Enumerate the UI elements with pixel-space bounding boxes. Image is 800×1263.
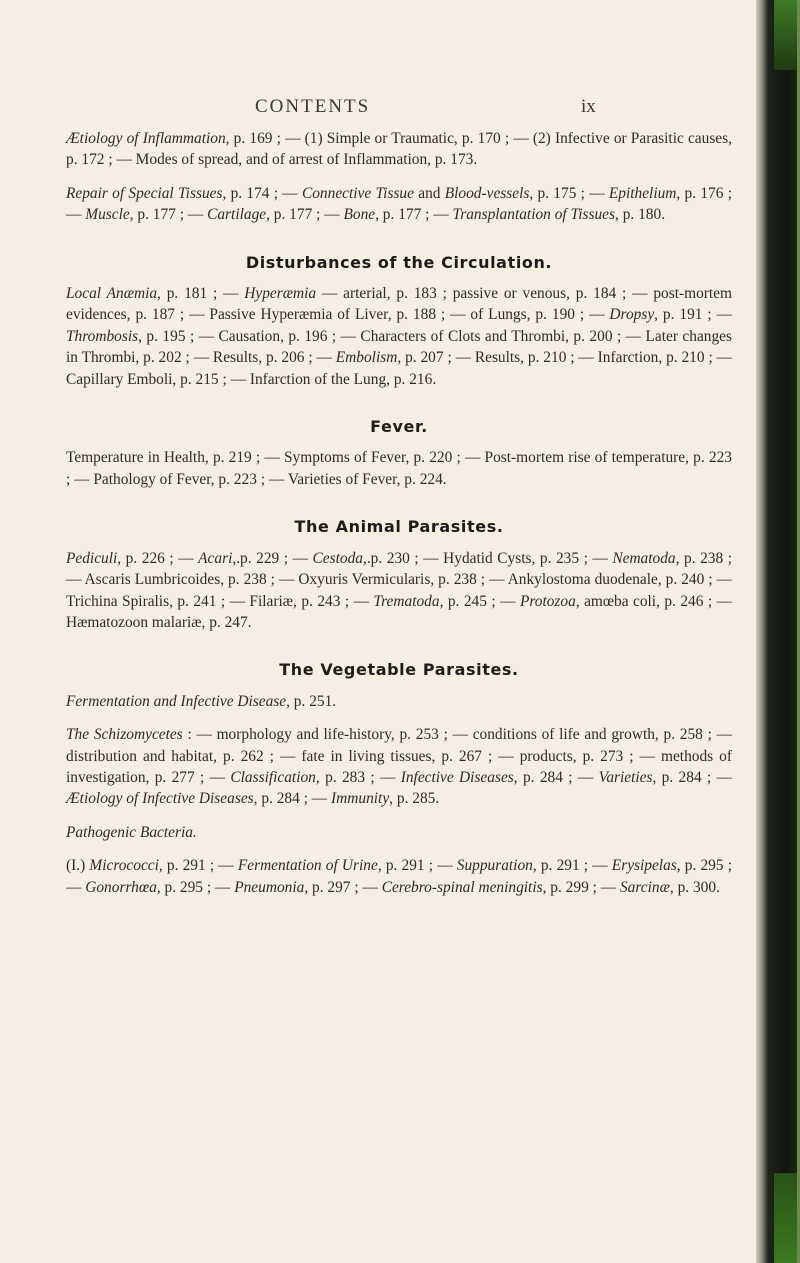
entry-text: , p. 177 ; — <box>129 206 208 224</box>
italic-term: Pathogenic Bacteria. <box>66 823 197 841</box>
italic-term: Nematoda <box>612 549 676 567</box>
entry-text: , p. 295 ; — <box>66 857 733 896</box>
entry-text: , p. 226 ; — <box>117 549 199 567</box>
contents-entry <box>66 724 732 810</box>
entry-text: — arterial, p. 183 ; passive or venous, p. 184 ; — post-mortem evidences, p. 187 ; — Passive Hyperæmia of Liver, p. 188 ; — of Lungs, p. 190 ; — <box>66 285 732 324</box>
entry-text: , p. 176 ; — <box>66 184 732 224</box>
contents-entry <box>66 691 732 712</box>
italic-term: Blood-vessels <box>444 184 530 202</box>
entry-text: , p. 191 ; — <box>654 306 732 324</box>
italic-term: Epithelium <box>608 184 677 202</box>
entry-text: (I.) <box>66 857 90 875</box>
contents-entry <box>66 447 732 490</box>
entry-text: , p. 177 ; — <box>266 206 344 224</box>
italic-term: Acari <box>198 549 233 567</box>
italic-term: Cestoda <box>312 549 363 567</box>
italic-term: Repair of Special Tissues <box>66 184 223 202</box>
italic-term: Micrococci <box>89 857 159 875</box>
entry-text: , p. 180. <box>615 206 666 224</box>
section-heading: The Animal Parasites. <box>294 517 504 537</box>
entry-text: , p. 299 ; — <box>542 878 620 896</box>
italic-term: Muscle <box>85 206 130 224</box>
entry-text: , p. 295 ; — <box>156 878 235 896</box>
entry-text: , p. 300. <box>669 878 720 896</box>
contents-entry <box>66 548 732 634</box>
entry-text: , p. 174 ; — <box>222 184 302 202</box>
contents-section <box>66 252 732 390</box>
contents-section <box>66 516 732 633</box>
entry-text: , p. 238 ; — Ascaris Lumbricoides, p. 238 ; — Oxyuris Vermicularis, p. 238 ; — Ankylostoma duodenale, p. 240 ; — Trichina Spiralis, p. 241 ; — Filariæ, p. 243 ; — <box>66 549 733 610</box>
running-header <box>0 96 760 118</box>
italic-term: Fermentation and Infective Disease <box>66 692 287 710</box>
entry-text: , p. 195 ; — Causation, p. 196 ; — Characters of Clots and Thrombi, p. 200 ; — Later changes in Thrombi, p. 202 ; — Results, p. 206 ; — <box>66 327 732 367</box>
contents-section <box>66 659 732 898</box>
italic-term: Cartilage <box>207 206 267 224</box>
entry-text: , p. 284 ; — <box>253 790 332 808</box>
entry-text: , p. 181 ; — <box>157 285 245 303</box>
italic-term: Ætiology of Infective Diseases <box>66 790 254 808</box>
entry-text: , p. 291 ; — <box>158 857 238 875</box>
entry-text: , p. 284 ; — <box>652 768 732 786</box>
entry-text: , p. 169 ; — (1) Simple or Traumatic, p. 170 ; — (2) Infective or Parasitic causes, p. 172 ; — Modes of spread, and of arrest of Inflammation, p. 173. <box>66 130 732 169</box>
italic-term: Cerebro-spinal meningitis <box>381 878 543 896</box>
entry-text: , p. 291 ; — <box>532 857 612 875</box>
italic-term: Infective Diseases <box>400 768 514 786</box>
italic-term: Hyperæmia <box>244 285 317 303</box>
contents-entry <box>66 183 732 226</box>
contents-section <box>66 128 732 226</box>
contents-section <box>66 416 732 490</box>
contents-body <box>66 128 732 910</box>
header-title: CONTENTS <box>255 96 371 117</box>
italic-term: The Schizomycetes <box>66 726 183 744</box>
entry-text: and <box>413 184 445 202</box>
entry-text: , p. 284 ; — <box>513 768 599 786</box>
entry-text: , p. 297 ; — <box>304 878 382 896</box>
italic-term: Connective Tissue <box>301 184 414 202</box>
entry-text: , p. 175 ; — <box>529 184 609 202</box>
italic-term: Transplantation of Tissues <box>452 206 616 224</box>
contents-entry <box>66 283 732 390</box>
entry-text: , p. 207 ; — Results, p. 210 ; — Infarction, p. 210 ; — Capillary Emboli, p. 215 ; — Infarction of the Lung, p. 216. <box>66 349 732 388</box>
entry-text: , p. 285. <box>389 790 440 808</box>
italic-term: Classification <box>230 768 316 786</box>
entry-text: ,.p. 230 ; — Hydatid Cysts, p. 235 ; — <box>362 549 613 567</box>
italic-term: Local Anæmia <box>66 285 158 303</box>
contents-entry <box>66 822 732 843</box>
italic-term: Protozoa <box>519 592 576 610</box>
italic-term: Varieties <box>598 768 653 786</box>
italic-term: Gonorrhœa <box>85 878 157 896</box>
italic-term: Trematoda <box>373 592 440 610</box>
italic-term: Fermentation of Urine <box>237 857 378 875</box>
entry-text: Temperature in Health, p. 219 ; — Symptoms of Fever, p. 220 ; — Post-mortem rise of temperature, p. 223 ; — Pathology of Fever, p. 223 ; — Varieties of Fever, p. 224. <box>66 449 732 488</box>
italic-term: Bone <box>343 206 376 224</box>
contents-entry <box>66 855 732 898</box>
section-heading: The Vegetable Parasites. <box>279 660 519 680</box>
entry-text: , p. 251. <box>286 692 337 710</box>
italic-term: Immunity <box>331 790 390 808</box>
section-heading: Disturbances of the Circulation. <box>245 252 553 272</box>
section-heading: Fever. <box>370 417 428 437</box>
entry-text: , p. 177 ; — <box>375 206 453 224</box>
italic-term: Embolism <box>335 349 398 367</box>
italic-term: Erysipelas <box>611 857 677 875</box>
entry-text: , amœba coli, p. 246 ; — Hæmatozoon malariæ, p. 247. <box>66 592 732 631</box>
italic-term: Sarcinæ <box>619 878 670 896</box>
italic-term: Thrombosis <box>66 327 139 345</box>
italic-term: Dropsy <box>609 306 655 324</box>
entry-text: , p. 245 ; — <box>439 592 520 610</box>
italic-term: Pediculi <box>66 549 118 567</box>
italic-term: Ætiology of Inflammation <box>66 130 226 147</box>
contents-entry <box>66 128 732 171</box>
entry-text: , p. 291 ; — <box>377 857 457 875</box>
page-number: ix <box>581 96 596 117</box>
entry-text: ,.p. 229 ; — <box>232 549 313 567</box>
italic-term: Suppuration <box>456 857 533 875</box>
entry-text: , p. 283 ; — <box>315 768 401 786</box>
entry-text: : — morphology and life-history, p. 253 ; — conditions of life and growth, p. 258 ; — distribution and habitat, p. 262 ; — fate in living tissues, p. 267 ; — products, p. 273 ; — methods of investigation, p. 277 ; — <box>66 726 732 786</box>
italic-term: Pneumonia <box>234 878 305 896</box>
book-spine-edge <box>756 0 800 1263</box>
